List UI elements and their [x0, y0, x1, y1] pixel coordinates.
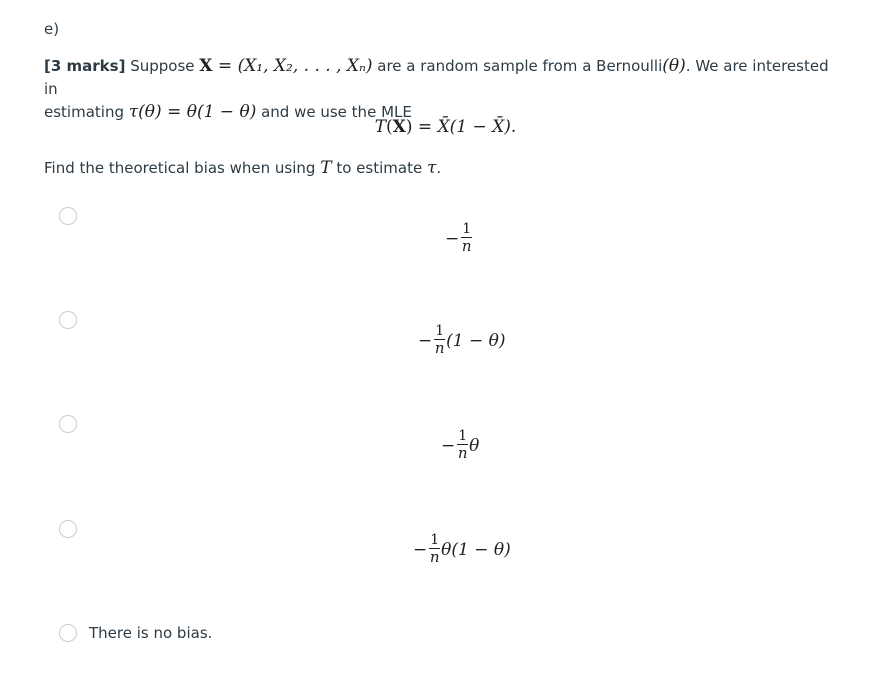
option-1-radio[interactable] — [59, 207, 77, 225]
option-5-radio[interactable] — [59, 624, 77, 642]
option-2-answer[interactable]: − $\frac{1}{n}$ (1 − θ) — [418, 323, 506, 357]
question-middle: are a random sample from a Bernoulli — [377, 57, 663, 75]
option-3-answer[interactable]: − $\frac{1}{n}$ θ — [441, 428, 480, 462]
estimator-equation: T(X) = X̄(1 − X̄). — [374, 117, 517, 137]
find-prompt: Find the theoretical bias when using T to estimate τ. — [44, 158, 442, 178]
question-estimating: estimating — [44, 103, 124, 121]
question-after-bernoulli: . We are interested in — [44, 57, 829, 98]
question-label: e) — [44, 20, 60, 38]
option-4-answer[interactable]: − $\frac{1}{n}$ θ(1 − θ) — [413, 532, 511, 566]
question-intro: Suppose — [130, 57, 195, 75]
option-5-label[interactable]: There is no bias. — [89, 624, 213, 642]
question-text — [44, 55, 844, 124]
marks-label: [3 marks] — [44, 57, 126, 75]
random-vector-definition: X = (X₁, X₂, . . . , Xₙ) — [199, 56, 373, 76]
option-2-radio[interactable] — [59, 311, 77, 329]
question-and-mle: and we use the MLE — [261, 103, 412, 121]
option-4-radio[interactable] — [59, 520, 77, 538]
bernoulli-parameter: (θ) — [662, 56, 686, 76]
tau-definition: τ(θ) = θ(1 − θ) — [128, 102, 257, 122]
option-1-answer[interactable]: − $\frac{1}{n}$ — [445, 221, 472, 255]
option-3-radio[interactable] — [59, 415, 77, 433]
